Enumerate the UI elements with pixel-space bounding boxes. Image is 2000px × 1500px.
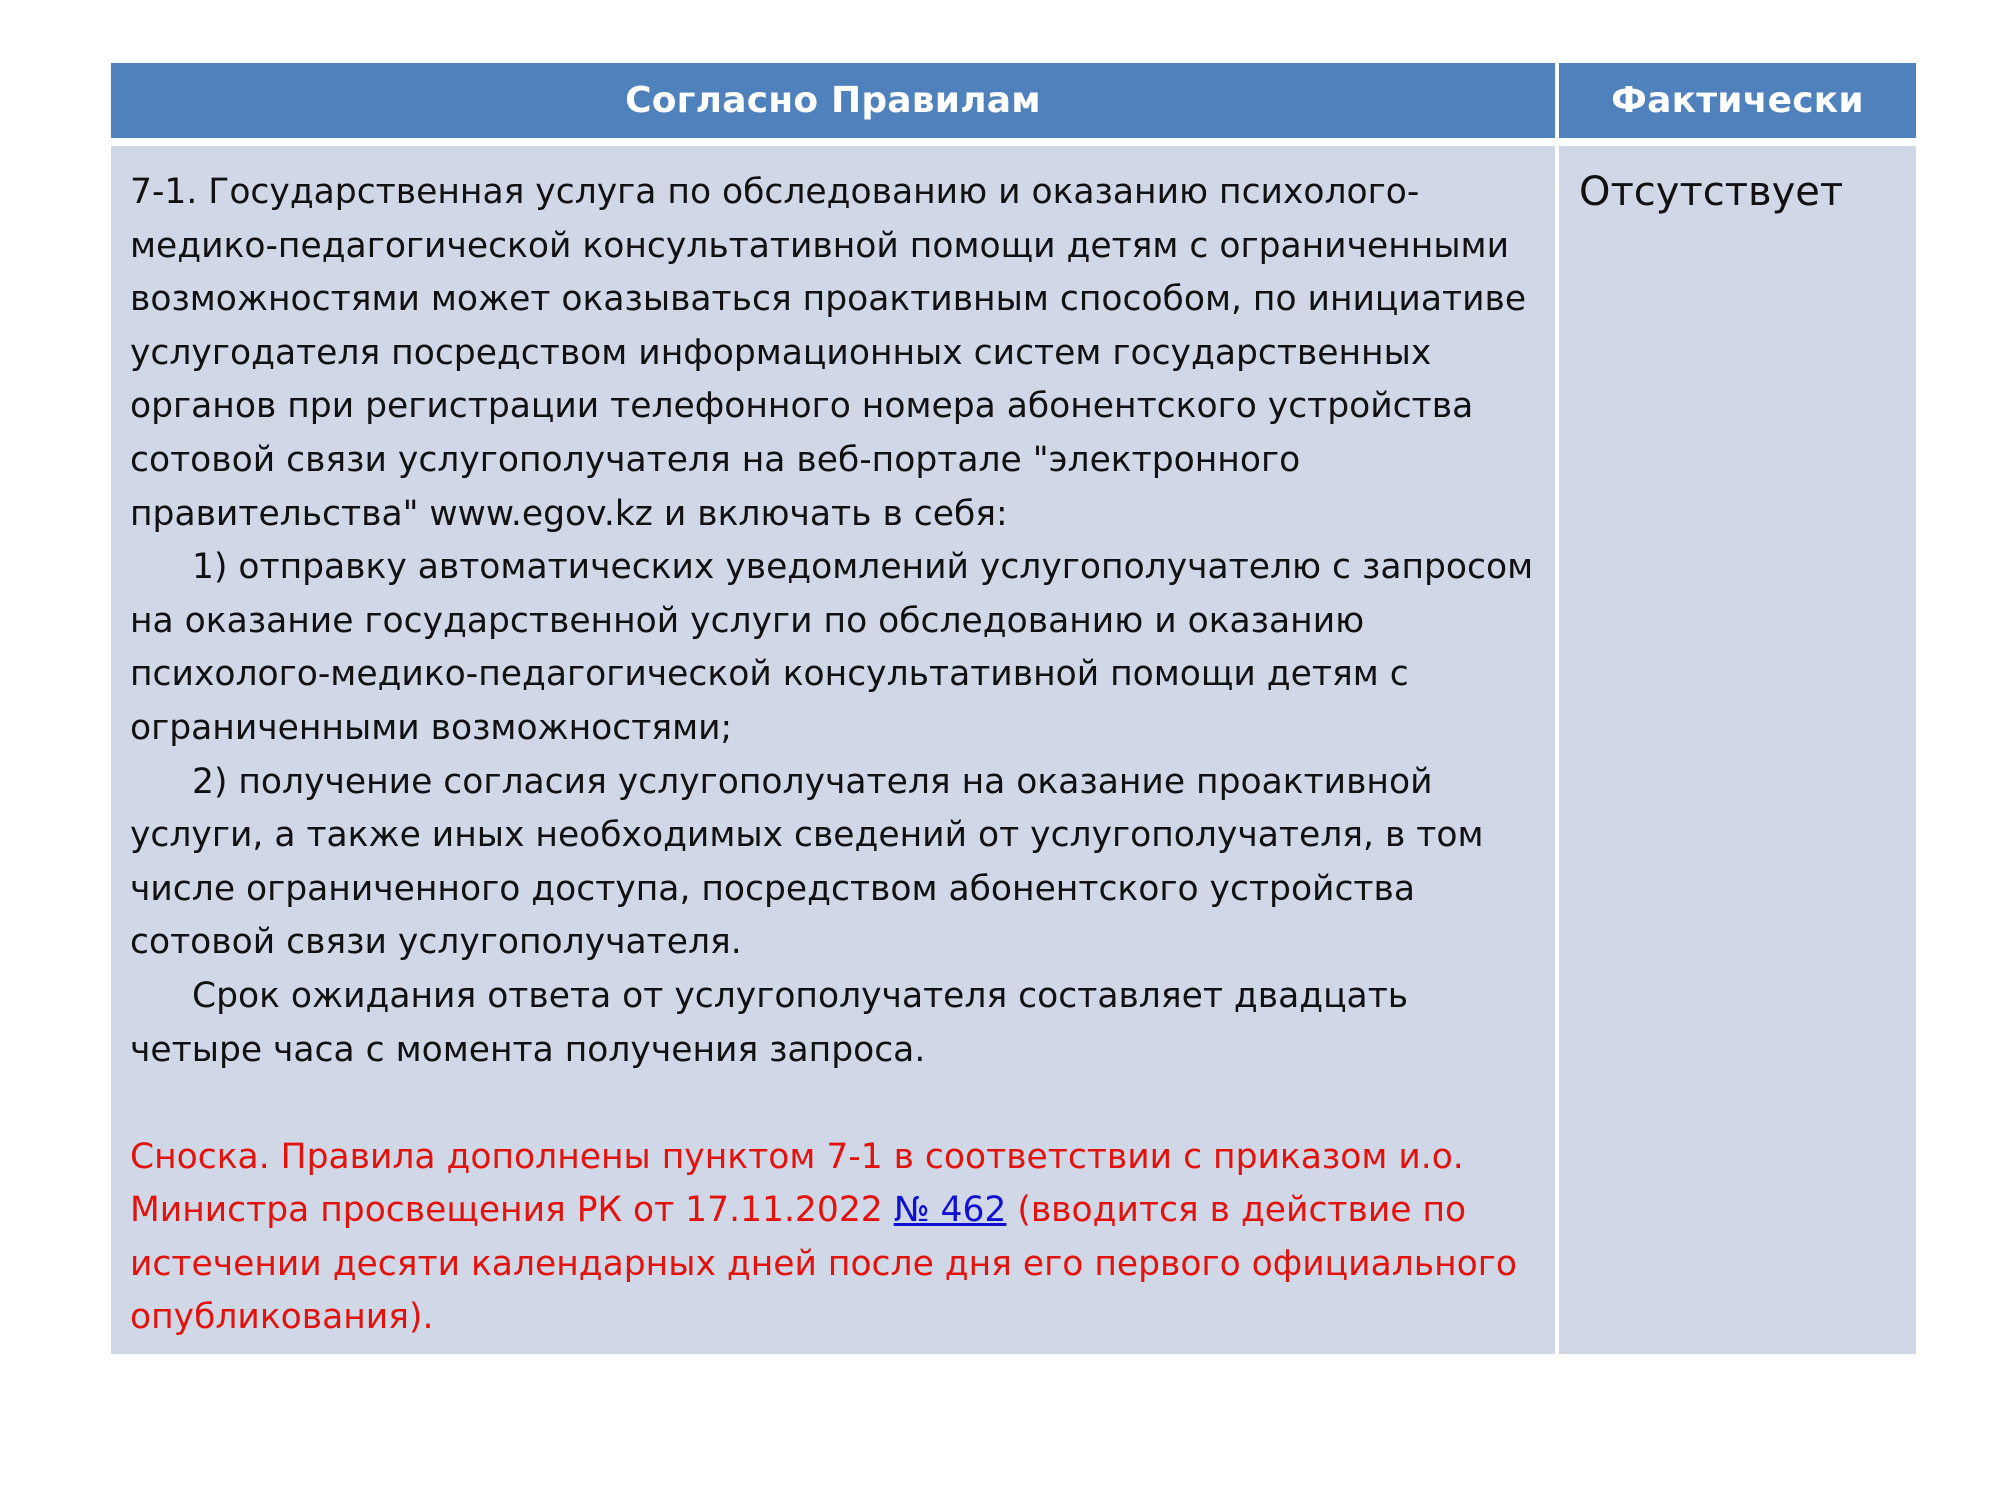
rules-text-cell <box>111 146 1555 1354</box>
rule-item-2 <box>130 756 1535 970</box>
footnote <box>130 1131 1535 1345</box>
rule-item-1 <box>130 541 1535 755</box>
rule-deadline-text: Срок ожидания ответа от услугополучателя составляет двадцать четыре часа с момента получения запроса. <box>130 975 1409 1070</box>
footnote-text-after: (вводится в действие по истечении десяти календарных дней после дня его первого официального опубликования). <box>130 1190 1517 1338</box>
order-link[interactable]: № 462 <box>893 1190 1007 1231</box>
actual-status-cell <box>1559 146 1916 1354</box>
actual-status-value: Отсутствует <box>1579 169 1844 215</box>
spacer <box>130 1077 1535 1131</box>
rules-comparison-table <box>111 63 1916 1354</box>
rule-deadline <box>130 970 1535 1077</box>
header-rules-column: Согласно Правилам <box>111 63 1555 138</box>
rule-paragraph-7-1: 7-1. Государственная услуга по обследованию и оказанию психолого-медико-педагогической консультативной помощи детям с ограниченными возможностями может оказываться проактивным способом, по инициативе услугодателя посредством информационных систем государственных органов при регистрации телефонного номера абонентского устройства сотовой связи услугополучателя на веб-портале "электронного правительства" www.egov.kz и включать в себя: <box>130 172 1527 534</box>
rule-item-2-text: 2) получение согласия услугополучателя на оказание проактивной услуги, а также иных необходимых сведений от услугополучателя, в том числе ограниченного доступа, посредством абонентского устройства сотовой связи услугополучателя. <box>130 761 1484 963</box>
rule-item-1-text: 1) отправку автоматических уведомлений услугополучателю с запросом на оказание государственной услуги по обследованию и оказанию психолого-медико-педагогической консультативной помощи детям с ограниченными возможностями; <box>130 547 1534 748</box>
header-actual-column: Фактически <box>1559 63 1916 138</box>
footnote-text-before: Сноска. Правила дополнены пунктом 7-1 в соответствии с приказом и.о. Министра просвещения РК от 17.11.2022 <box>130 1136 1464 1231</box>
